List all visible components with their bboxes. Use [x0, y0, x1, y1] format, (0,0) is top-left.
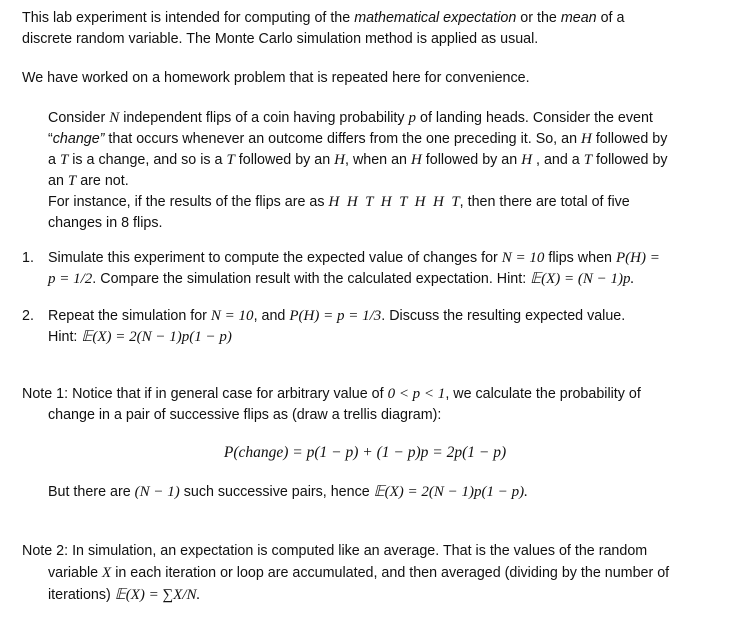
problem-text: that occurs whenever an outcome differs from the one preceding it. So, an [104, 131, 582, 147]
problem-text: , when an [345, 152, 411, 168]
math-expression: 𝔼(X) = ∑X/N. [114, 587, 201, 603]
math-symbol: H [334, 152, 345, 168]
intro-emphasis: mean [560, 10, 597, 26]
note-2-line-2 [48, 563, 669, 583]
item-text: Repeat the simulation for [48, 308, 211, 324]
problem-line-4 [48, 171, 129, 191]
intro-text: or the [516, 10, 561, 26]
note-1-line-2: change in a pair of successive flips as (draw a trellis diagram): [48, 407, 442, 423]
math-symbol: T [226, 152, 235, 168]
math-symbol: H [521, 152, 533, 168]
problem-text: followed by [591, 131, 668, 147]
math-expression: P(H) = p = 1/3 [289, 308, 382, 324]
problem-text: , and a [532, 152, 584, 168]
note-text: Note 1: Notice that if in general case for arbitrary value of [22, 386, 388, 402]
problem-text: is a change, and so is a [68, 152, 227, 168]
intro-line-2: discrete random variable. The Monte Carlo simulation method is applied as usual. [22, 31, 539, 47]
math-expression: 𝔼(X) = 2(N − 1)p(1 − p). [373, 484, 528, 500]
math-expression: N = 10 [501, 250, 545, 266]
math-symbol: p [408, 110, 417, 126]
math-expression: p = 1/2 [48, 271, 93, 287]
intro-text: This lab experiment is intended for computing of the [22, 10, 355, 26]
problem-text: are not. [76, 173, 129, 189]
math-expression: (N − 1) [134, 484, 180, 500]
homework-line: We have worked on a homework problem that is repeated here for convenience. [22, 70, 530, 86]
math-expression: 0 < p < 1 [387, 386, 446, 402]
problem-text: followed by an [234, 152, 335, 168]
item-2-line-1 [48, 306, 625, 326]
problem-text: followed by [592, 152, 668, 168]
item-text: Hint: [48, 329, 82, 345]
note-2-line-3 [48, 585, 200, 605]
note-text: But there are [48, 484, 135, 500]
note-1-line-3 [48, 482, 528, 502]
math-symbol: T [59, 152, 69, 168]
item-text: flips when [544, 250, 616, 266]
list-number-2: 2. [22, 308, 34, 324]
math-symbol: T [583, 152, 593, 168]
math-symbol: H [581, 131, 592, 147]
problem-line-5 [48, 192, 630, 212]
problem-text: , then there are total of five [459, 194, 630, 210]
change-probability-formula: P(change) = p(1 − p) + (1 − p)p = 2p(1 − p) [223, 444, 507, 461]
list-number-1: 1. [22, 250, 34, 266]
item-text: , and [253, 308, 290, 324]
math-symbol: H [410, 152, 422, 168]
problem-text: “ [48, 131, 53, 147]
item-text: Simulate this experiment to compute the expected value of changes for [48, 250, 502, 266]
problem-text: For instance, if the results of the flips are as [48, 194, 329, 210]
flip-sequence: H H T H T H H T [328, 194, 460, 210]
note-2-line-1: Note 2: In simulation, an expectation is computed like an average. That is the values of the random [22, 543, 648, 559]
note-text: in each iteration or loop are accumulated, and then averaged (dividing by the number of [111, 565, 670, 581]
math-expression: 𝔼(X) = (N − 1)p. [530, 271, 635, 287]
item-1-line-2 [48, 269, 634, 289]
item-text: . Compare the simulation result with the calculated expectation. Hint: [92, 271, 531, 287]
note-text: iterations) [48, 587, 115, 603]
math-symbol: X [102, 565, 112, 581]
problem-text: independent flips of a coin having probability [119, 110, 409, 126]
note-1-line-1 [22, 384, 641, 404]
intro-emphasis: mathematical expectation [354, 10, 517, 26]
intro-line-1 [22, 8, 624, 28]
intro-text: of a [596, 10, 625, 26]
problem-line-6: changes in 8 flips. [48, 215, 163, 231]
item-text: . Discuss the resulting expected value. [381, 308, 626, 324]
math-symbol: T [67, 173, 77, 189]
problem-text: followed by an [421, 152, 522, 168]
note-text: such successive pairs, hence [179, 484, 374, 500]
problem-text: an [48, 173, 68, 189]
math-expression: N = 10 [210, 308, 254, 324]
math-expression: 𝔼(X) = 2(N − 1)p(1 − p) [81, 329, 232, 345]
note-text: variable [48, 565, 103, 581]
problem-text: of landing heads. Consider the event [416, 110, 653, 126]
note-text: , we calculate the probability of [445, 386, 641, 402]
math-expression: P(H) = [615, 250, 660, 266]
problem-line-3 [48, 150, 668, 170]
problem-emphasis: change” [52, 131, 105, 147]
math-symbol: N [109, 110, 120, 126]
problem-text: Consider [48, 110, 110, 126]
problem-line-1 [48, 108, 653, 128]
problem-line-2 [48, 129, 667, 149]
item-1-line-1 [48, 248, 660, 268]
item-2-line-2 [48, 327, 232, 347]
problem-text: a [48, 152, 60, 168]
